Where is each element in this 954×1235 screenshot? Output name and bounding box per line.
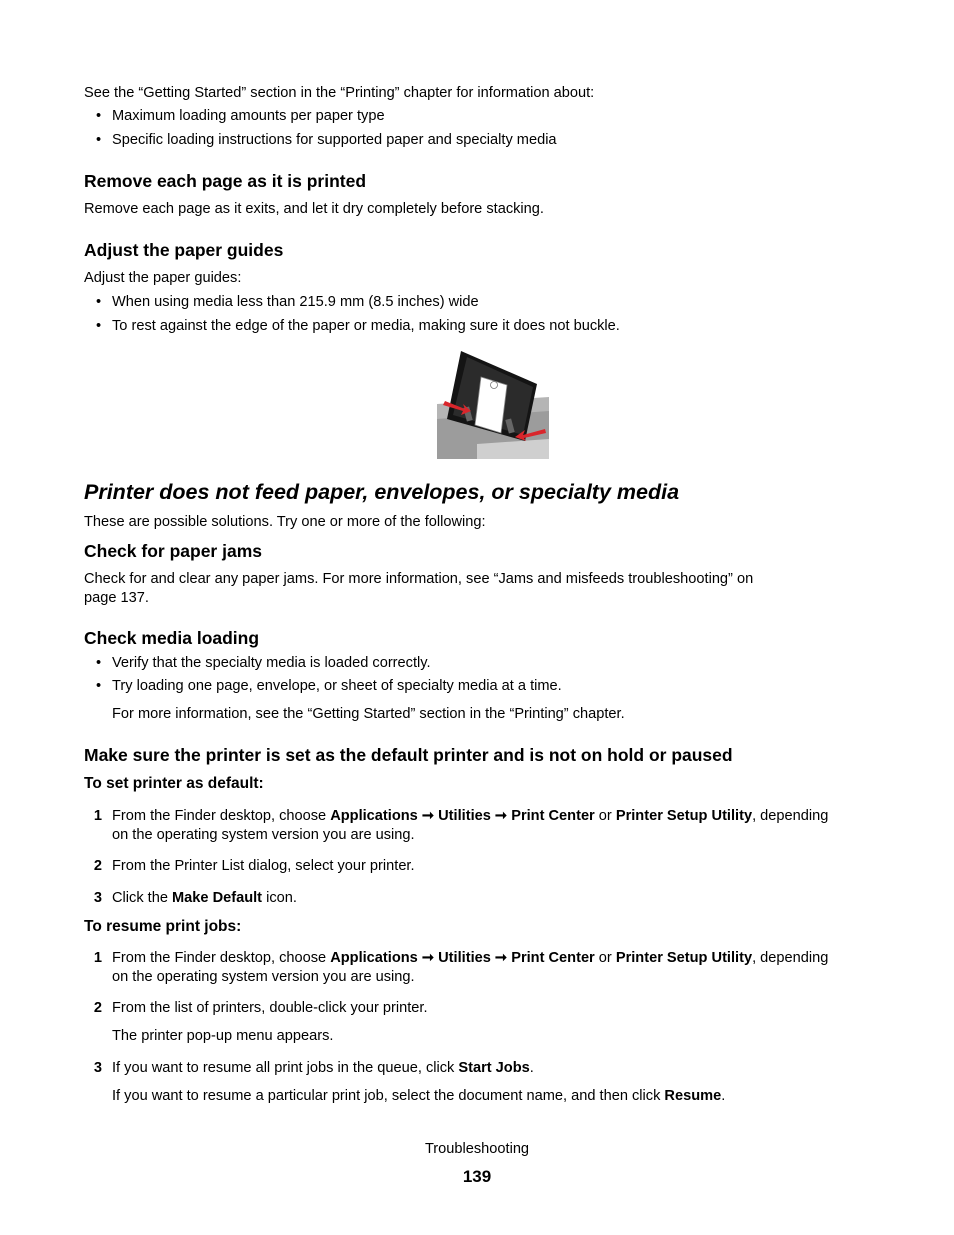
step-number: 3 — [93, 890, 102, 906]
print-center-label: Print Center — [511, 808, 595, 824]
step-text: If you want to resume all print jobs in the queue, click — [112, 1060, 459, 1076]
bullet-marker — [96, 293, 102, 312]
menu-arrow-icon: ➞ — [494, 808, 508, 824]
remove-page-text: Remove each page as it exits, and let it dry completely before stacking. — [84, 201, 544, 217]
step-text: If you want to resume a particular print job, select the document name, and then click — [112, 1088, 665, 1104]
adjust-guides-bullet-2: To rest against the edge of the paper or media, making sure it does not buckle. — [112, 318, 620, 334]
default-printer-heading: Make sure the printer is set as the default printer and is not on hold or paused — [84, 745, 733, 765]
set-default-step-1 — [112, 807, 882, 845]
step-text: From the Finder desktop, choose — [112, 950, 331, 966]
utilities-label: Utilities — [438, 950, 491, 966]
step-text: , depending — [752, 808, 829, 824]
step-number: 1 — [93, 950, 102, 966]
resume-step-3-note — [112, 1087, 882, 1106]
step-text: . — [529, 1060, 534, 1076]
menu-arrow-icon: ➞ — [421, 950, 435, 966]
intro-bullet-2: Specific loading instructions for supported paper and specialty media — [112, 132, 557, 148]
intro-bullet-1: Maximum loading amounts per paper type — [112, 108, 385, 124]
adjust-guides-text: Adjust the paper guides: — [84, 270, 242, 286]
menu-arrow-icon: ➞ — [421, 808, 435, 824]
paper-guides-illustration — [437, 349, 549, 459]
resume-step-2: From the list of printers, double-click your printer. — [112, 1000, 428, 1016]
feed-section-title: Printer does not feed paper, envelopes, or specialty media — [84, 480, 680, 504]
resume-step-1 — [112, 949, 882, 987]
step-text-line2: on the operating system version you are using. — [112, 969, 415, 985]
step-text-line2: on the operating system version you are using. — [112, 827, 415, 843]
bullet-marker — [96, 317, 102, 336]
resume-step-2-note: The printer pop-up menu appears. — [112, 1028, 334, 1044]
step-text: , depending — [752, 950, 829, 966]
step-number: 3 — [93, 1060, 102, 1076]
step-number: 2 — [93, 1000, 102, 1016]
media-loading-bullet-2: Try loading one page, envelope, or sheet of specialty media at a time. — [112, 678, 562, 694]
media-loading-note: For more information, see the “Getting Started” section in the “Printing” chapter. — [112, 706, 625, 722]
footer-section-name: Troubleshooting — [424, 1141, 530, 1157]
media-loading-heading: Check media loading — [84, 628, 260, 648]
printer-setup-utility-label: Printer Setup Utility — [615, 808, 753, 824]
print-center-label: Print Center — [511, 950, 595, 966]
feed-section-intro: These are possible solutions. Try one or more of the following: — [84, 514, 486, 530]
resume-heading: To resume print jobs: — [84, 918, 242, 935]
menu-arrow-icon: ➞ — [494, 950, 508, 966]
step-text: Click the — [112, 890, 173, 906]
printer-setup-utility-label: Printer Setup Utility — [615, 950, 753, 966]
bullet-marker — [96, 131, 102, 150]
step-text: . — [721, 1088, 726, 1104]
step-number: 1 — [93, 808, 102, 824]
bullet-marker — [96, 107, 102, 126]
or-text: or — [594, 950, 616, 966]
or-text: or — [594, 808, 616, 824]
make-default-label: Make Default — [172, 890, 263, 906]
adjust-guides-bullet-1: When using media less than 215.9 mm (8.5 inches) wide — [112, 294, 479, 310]
applications-label: Applications — [330, 808, 418, 824]
media-loading-bullet-1: Verify that the specialty media is loaded correctly. — [112, 655, 431, 671]
step-text: icon. — [262, 890, 297, 906]
resume-label: Resume — [664, 1088, 722, 1104]
page-number: 139 — [462, 1167, 492, 1186]
resume-step-3 — [112, 1059, 882, 1078]
bullet-marker — [96, 677, 102, 696]
paper-jams-text-line2: page 137. — [84, 590, 149, 606]
paper-jams-heading: Check for paper jams — [84, 541, 262, 561]
bullet-marker — [96, 654, 102, 673]
start-jobs-label: Start Jobs — [458, 1060, 530, 1076]
step-number: 2 — [93, 858, 102, 874]
adjust-guides-heading: Adjust the paper guides — [84, 240, 284, 260]
printer-paper-guides-image — [437, 349, 549, 459]
step-text: From the Finder desktop, choose — [112, 808, 331, 824]
set-default-step-3 — [112, 889, 882, 908]
remove-page-heading: Remove each page as it is printed — [84, 171, 367, 191]
intro-text: See the “Getting Started” section in the “Printing” chapter for information about: — [84, 85, 595, 101]
set-default-heading: To set printer as default: — [84, 775, 264, 792]
paper-jams-text-line1: Check for and clear any paper jams. For more information, see “Jams and misfeeds troubleshooting” on — [84, 571, 754, 587]
applications-label: Applications — [330, 950, 418, 966]
set-default-step-2: From the Printer List dialog, select your printer. — [112, 858, 415, 874]
utilities-label: Utilities — [438, 808, 491, 824]
